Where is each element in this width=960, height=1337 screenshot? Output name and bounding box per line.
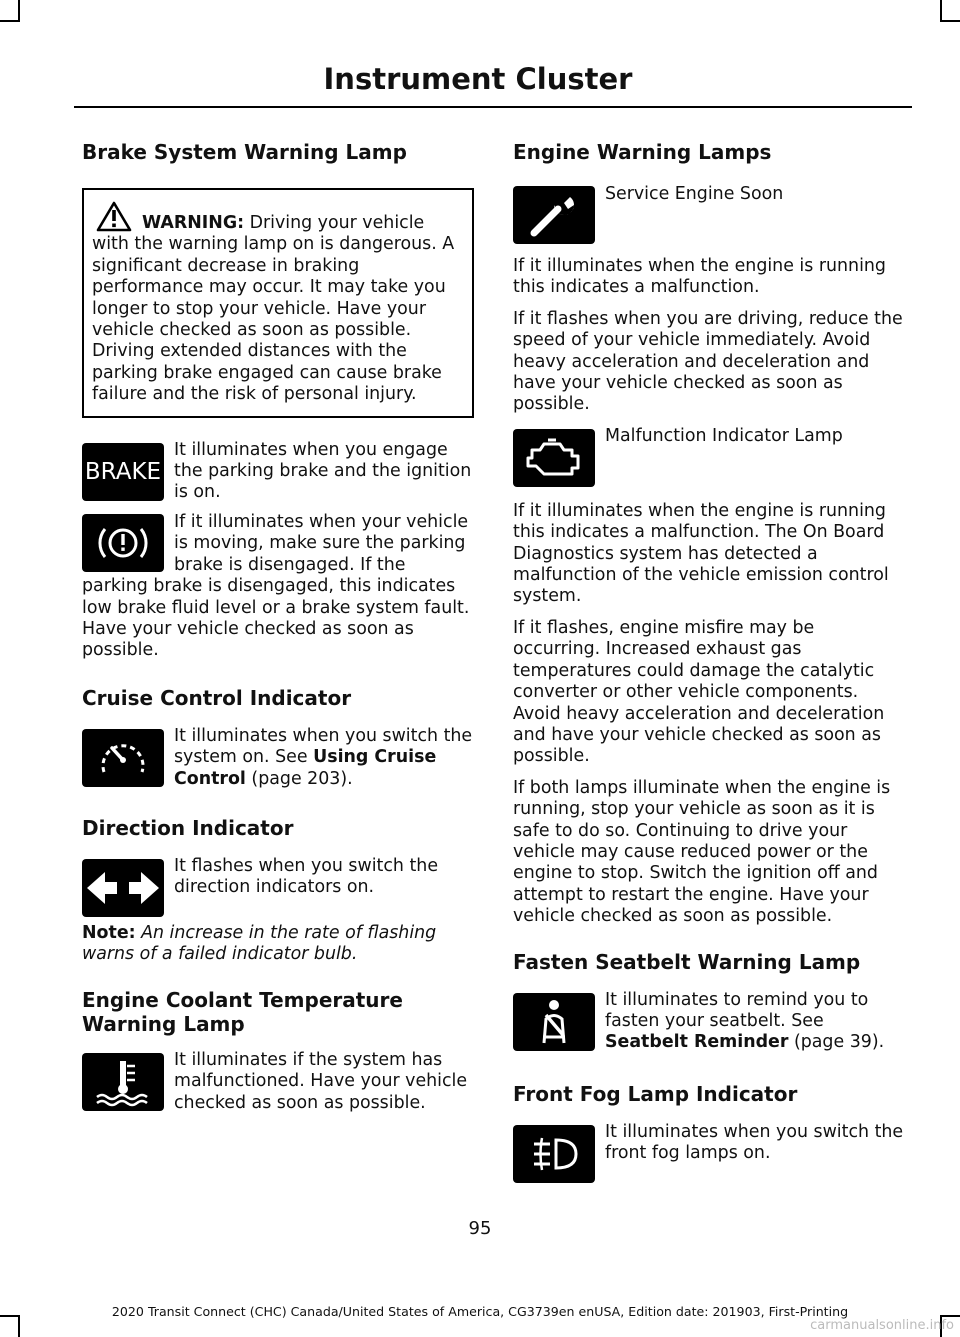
service-engine-label: Service Engine Soon [605, 184, 784, 204]
crop-mark [18, 0, 20, 22]
right-column [513, 140, 905, 1183]
seatbelt-icon [513, 993, 595, 1051]
brake-para-2: If it illuminates when your vehicle is moving, make sure the parking brake is disengaged. If the parking brake is disengaged, this indicates low brake fluid level or a brake system fault. Have your vehicle checked as soon as possible. [82, 511, 470, 661]
both-lamps-para: If both lamps illuminate when the engine is running, stop your vehicle as soon as it is safe to do so. Continuing to drive your vehicle may cause reduced power or the engine to stop. Switch the ignition off and attempt to restart the engine. Have your vehicle checked as soon as possible. [513, 777, 891, 927]
coolant-temperature-icon [82, 1053, 164, 1111]
cruise-link[interactable]: Using Cruise Control [174, 747, 437, 789]
watermark: carmanualsonline.info [810, 1318, 954, 1333]
mil-label: Malfunction Indicator Lamp [605, 425, 843, 446]
crop-mark [940, 0, 942, 22]
direction-arrows-icon [82, 859, 164, 917]
brake-heading: Brake System Warning Lamp [82, 140, 407, 164]
seatbelt-link[interactable]: Seatbelt Reminder [605, 1032, 789, 1053]
mil-para-1: If it illuminates when the engine is running this indicates a malfunction. The On Board Diagnostics system has detected a malfunction of the vehicle emission control system. [513, 500, 889, 607]
crop-mark [940, 20, 960, 22]
brake-lamp-text: BRAKE [84, 458, 162, 485]
engine-heading: Engine Warning Lamps [513, 140, 772, 164]
warning-triangle-icon [92, 200, 136, 232]
footer-edition: 2020 Transit Connect (CHC) Canada/United States of America, CG3739en enUSA, Edition date: 201903, First-Printing [111, 1304, 849, 1319]
warning-box [82, 188, 474, 418]
header-divider [74, 106, 912, 108]
brake-para-1: It illuminates when you engage the parking brake and the ignition is on. [174, 439, 472, 503]
page-number: 95 [468, 1218, 492, 1239]
note-label: Note: [82, 922, 136, 943]
wrench-icon [513, 186, 595, 244]
seatbelt-text: It illuminates to remind you to fasten your seatbelt. See [605, 989, 869, 1031]
mil-para-2: If it flashes, engine misfire may be occurring. Increased exhaust gas temperatures could damage the catalytic converter or other vehicle components. Avoid heavy acceleration and deceleration and have your vehicle checked as soon as possible. [513, 617, 885, 767]
brake-circle-icon [82, 514, 164, 572]
direction-heading: Direction Indicator [82, 815, 294, 840]
cruise-text: It illuminates when you switch the system on. See [174, 725, 473, 768]
brake-lamp-icon [82, 443, 164, 501]
service-para-1: If it illuminates when the engine is running this indicates a malfunction. [513, 256, 886, 298]
warning-label: WARNING: [142, 213, 245, 233]
cruise-heading: Cruise Control Indicator [82, 685, 352, 710]
direction-text: It flashes when you switch the direction indicators on. [174, 855, 439, 898]
note-text: An increase in the rate of flashing warns of a failed indicator bulb. [82, 922, 437, 965]
seatbelt-page-ref: (page 39). [788, 1032, 885, 1053]
left-column [82, 140, 474, 1114]
page-header [0, 62, 960, 96]
warning-text: Driving your vehicle with the warning lamp on is dangerous. A significant decrease in braking performance may occur. It may take you longer to stop your vehicle. Have your vehicle checked as soon as possible. Driving extended distances with the parking brake engaged can cause brake failure and the risk of personal injury. [92, 213, 455, 405]
service-para-2: If it flashes when you are driving, reduce the speed of your vehicle immediately. Avoid heavy acceleration and deceleration and have your vehicle checked as soon as possible. [513, 308, 903, 415]
fog-lamp-icon [513, 1125, 595, 1183]
fog-text: It illuminates when you switch the front fog lamps on. [605, 1121, 904, 1164]
cruise-control-icon [82, 729, 164, 787]
fog-heading: Front Fog Lamp Indicator [513, 1081, 798, 1106]
coolant-heading: Engine Coolant Temperature Warning Lamp [82, 987, 403, 1036]
engine-check-icon [513, 429, 595, 487]
crop-mark [0, 20, 20, 22]
seatbelt-heading: Fasten Seatbelt Warning Lamp [513, 949, 861, 974]
coolant-text: It illuminates if the system has malfunctioned. Have your vehicle checked as soon as possible. [174, 1049, 468, 1113]
page-title: Instrument Cluster [323, 62, 633, 96]
cruise-page-ref: (page 203). [245, 768, 353, 789]
